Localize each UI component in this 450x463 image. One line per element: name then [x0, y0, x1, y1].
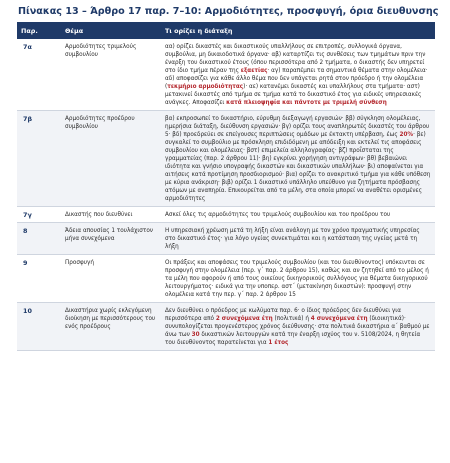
row-paragraph: 7β [17, 111, 61, 207]
highlighted-text: 30 [191, 332, 200, 338]
provisions-table [17, 22, 435, 351]
table-row [17, 111, 435, 207]
provision-text: Οι πράξεις και αποφάσεις του τριμελούς συμβουλίου (και του διευθύνοντος) υπόκεινται σε προσφυγή στην ολομέλεια (περ. γ΄ παρ. 2 άρθρου 15), καθώς και αν ζητηθεί από το μέλος ή τα μέλη που αφορούν ή από τους οικείους δικηγορικούς συλλόγους για θέματα δικηγορικού λειτουργήματος· ειδικά για την υποπερ. αστ΄ (μετακίνηση δικαστών): προσφυγή στην ολομέλεια κατά την περ. γ΄ παρ. 2 άρθρου 15 [165, 260, 429, 298]
highlighted-text: 2 συνεχόμενα έτη [215, 316, 273, 322]
header-paragraph: Παρ. [17, 22, 61, 39]
row-topic: Αρμοδιότητες τριμελούς συμβουλίου [61, 39, 161, 111]
highlighted-text: εξαετίας [240, 68, 268, 74]
table-row [17, 303, 435, 351]
row-topic: Δικαστής που διευθύνει [61, 207, 161, 223]
highlighted-text: κατά πλειοψηφία και πάντοτε με τριμελή σύνθεση [226, 100, 387, 106]
header-topic: Θέμα [61, 22, 161, 39]
row-provision [161, 223, 435, 255]
row-provision [161, 255, 435, 303]
provision-text: (διοικητικά)· συνυπολογίζεται προγενέστερος χρόνος διεύθυνσης· στα πολιτικά δικαστήρια α΄ βαθμού με άνω των [165, 316, 430, 338]
table-row [17, 255, 435, 303]
table-header [17, 22, 435, 39]
provision-text: (πολιτικά) ή [272, 316, 311, 322]
row-topic: Δικαστήρια χωρίς εκλεγόμενη διοίκηση με περισσότερους του ενός προέδρους [61, 303, 161, 351]
row-provision [161, 39, 435, 111]
highlighted-text: τεκμήριο αρμοδιότητας [167, 84, 244, 90]
provision-text: Δεν διευθύνει ο πρόεδρος με κωλύματα παρ. 6· ο ίδιος πρόεδρος δεν διευθύνει για περισσότερα από [165, 308, 401, 322]
row-topic: Προσφυγή [61, 255, 161, 303]
row-paragraph: 9 [17, 255, 61, 303]
table-title: Πίνακας 13 – Άρθρο 17 παρ. 7–10: Αρμοδιότητες, προσφυγή, όρια διευθυνσης [18, 6, 439, 17]
provision-text: βα) εκπροσωπεί το δικαστήριο, εύρυθμη διεξαγωγή εργασιών· ββ) σύγκληση ολομέλειας, ημερήσια διάταξη, διεύθυνση εργασιών· βγ) ορίζει τους αναπληρωτές δικαστές του άρθρου 5· βδ) προεδρεύει σε επείγουσες περιπτώσεις ομάδων με έκτακτη υπέρβαση, έως [165, 116, 430, 138]
header-row [17, 22, 435, 39]
highlighted-text: 1 έτος [268, 340, 289, 346]
provision-text: · βε) συγκαλεί το συμβούλιο με πρόσκληση επιδιδόμενη με απόδειξη και εκτελεί τις αποφάσεις συμβουλίου και ολομέλειας· βστ) επιμελεία αλληλογραφίας· βζ) προΐσταται της γραμματείας (παρ. 2 άρθρου 11)· βη) εγκρίνει χορήγηση αντιγράφων· βθ) βεβαιώνει ιδιότητα και γνήσιο υπογραφής δικαστών και δικαστικών υπαλλήλων· βι) αποφαίνεται για αιτήσεις κατά προτίμηση προσδιορισμού· βια) ορίζει το ανακριτικό τμήμα για κάθε υπόθεση με κύρια ανάκριση· βιβ) ορίζει 1 δικαστικό υπάλληλο υπεύθυνο για ζητήματα πρόσβασης ατόμων με αναπηρία. Επικουρείται από τα μέλη, στα οποία μπορεί να αναθέτει ορισμένες αρμοδιότητες [165, 132, 431, 202]
provision-text: · αγ) παραπέμπει τα σημαντικά θέματα στην ολομέλεια· αδ) αποφασίζει για κάθε άλλο θέμα που δεν υπάγεται ρητά στον πρόεδρο ή την ολομέλεια ( [165, 68, 428, 90]
row-paragraph: 7α [17, 39, 61, 111]
provision-text: δικαστικών λειτουργών κατά την έναρξη ισχύος του ν. 5108/2024, η θητεία του διευθύνοντος παρατείνεται για [165, 332, 421, 346]
row-provision [161, 111, 435, 207]
row-provision [161, 207, 435, 223]
table-row [17, 39, 435, 111]
highlighted-text: 4 συνεχόμενα έτη [310, 316, 368, 322]
row-provision [161, 303, 435, 351]
row-topic: Αρμοδιότητες προέδρου συμβουλίου [61, 111, 161, 207]
row-topic: Άδεια απουσίας 1 τουλάχιστον μήνα συνεχόμενα [61, 223, 161, 255]
provision-text: Η υπηρεσιακή χρέωση μετά τη λήξη είναι ανάλογη με τον χρόνο πραγματικής υπηρεσίας στο δικαστικό έτος· για λόγο υγείας συνεκτιμάται και η κατάσταση της υγείας μετά τη λήξη [165, 228, 420, 250]
row-paragraph: 10 [17, 303, 61, 351]
provision-text: Ασκεί όλες τις αρμοδιότητες του τριμελούς συμβουλίου και του προέδρου του [165, 212, 391, 218]
highlighted-text: 20% [399, 132, 414, 138]
header-provision: Τι ορίζει η διάταξη [161, 22, 435, 39]
row-paragraph: 8 [17, 223, 61, 255]
table-body [17, 39, 435, 351]
provision-text: αα) ορίζει δικαστές και δικαστικούς υπαλλήλους σε επιτροπές, συλλογικά όργανα, συμβούλια, μη δικαιοδοτικά όργανα· αβ) καταρτίζει τις συνθέσεις των τμημάτων πριν την έναρξη του δικαστικού έτους (όπου περισσότερα από 2 τμήματα, ο δικαστής δεν υπηρετεί στο ίδιο τμήμα πέραν της [165, 44, 426, 74]
table-row [17, 223, 435, 255]
table-row [17, 207, 435, 223]
provision-text: )· αε) κατανέμει δικαστές και υπαλλήλους στα τμήματα· αστ) μετακινεί δικαστές από τμήμα σε τμήμα κατά το δικαστικό έτος για ειδικές υπηρεσιακές ανάγκες. Αποφασίζει [165, 84, 422, 106]
row-paragraph: 7γ [17, 207, 61, 223]
